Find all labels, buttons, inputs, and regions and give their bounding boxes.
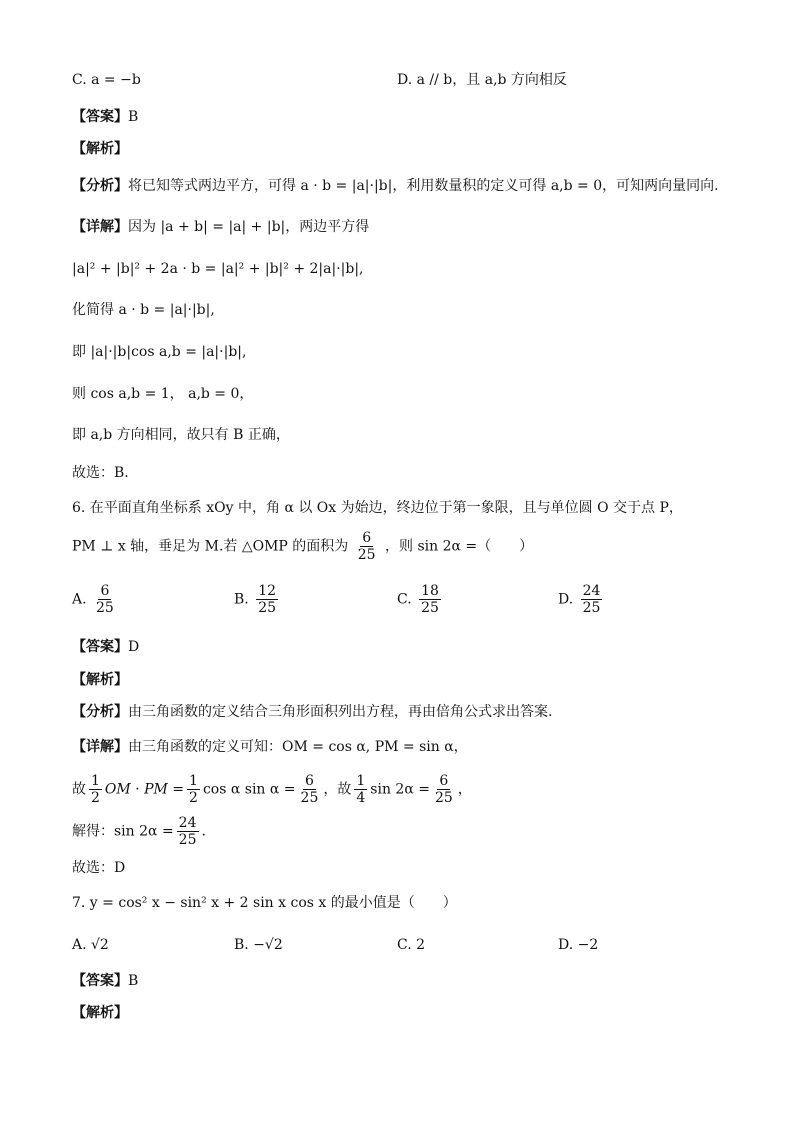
fraction-denominator: 25 [357,547,376,563]
q6-analysis-label: 【解析】 [72,672,128,688]
answer-value: D [128,639,140,655]
fraction-numerator: 6 [439,773,449,789]
option-label: A. [72,937,87,953]
q6-stem-fraction [356,530,378,563]
q6-choose: 故选：D [72,860,126,876]
gu-fraction-5 [433,773,455,806]
q6-answer [72,637,139,657]
q5-step-2: 化简得 a · b = |a|·|b|, [72,302,215,318]
fraction-numerator: 1 [189,773,198,789]
q6-option-d [558,583,605,616]
q5-analysis-label: 【解析】 [72,141,128,157]
fraction-denominator: 2 [189,790,198,806]
gu-mid-2: cos α sin α = [202,781,296,798]
fraction-numerator: 1 [91,773,100,789]
fenxi-text: 将已知等式两边平方，可得 a · b = |a|·|b|，利用数量积的定义可得 a,b = 0，可知两向量同向. [128,178,719,194]
q7-answer [72,971,138,991]
fraction-denominator: 25 [582,600,601,616]
gu-mid-4: sin 2α = [370,781,430,798]
answer-value: B [128,973,139,989]
gu-fraction-2 [187,773,200,806]
q6-stem-text-a: PM ⊥ x 轴，垂足为 M.若 △OMP 的面积为 [72,538,349,555]
option-fraction [419,583,441,616]
q5-choose: 故选：B. [72,465,129,481]
fraction-denominator: 25 [258,600,277,616]
q5-step-5: 即 a,b 方向相同，故只有 B 正确， [72,427,290,443]
q7-option-d [558,935,598,955]
fenxi-label: 【分析】 [72,178,128,194]
q6-fenxi [72,702,552,722]
fraction-numerator: 12 [258,583,277,599]
option-fraction [94,583,116,616]
q5-step-3: 即 |a|·|b|cos a,b = |a|·|b|, [72,344,247,360]
fraction-numerator: 18 [421,583,439,599]
xiangjie-label: 【详解】 [72,739,128,755]
q6-stem-line-1: 6. 在平面直角坐标系 xOy 中，角 α 以 Ox 为始边，终边位于第一象限，且与单位圆 O 交于点 P， [72,500,683,516]
q5-fenxi [72,176,719,196]
fraction-numerator: 24 [582,583,601,599]
fraction-denominator: 25 [300,790,319,806]
q7-option-c [397,935,425,955]
jiede-fraction [177,815,199,848]
xiangjie-text: 因为 |a + b| = |a| + |b|，两边平方得 [128,219,370,235]
option-fraction [256,583,278,616]
fraction-numerator: 6 [304,773,314,789]
answer-label: 【答案】 [72,973,128,989]
q6-stem-text-b: ，则 sin 2α =（ ） [385,538,534,555]
q6-gu-line [72,773,472,806]
gu-end: ， [457,781,472,798]
q6-option-c [397,583,444,616]
fenxi-label: 【分析】 [72,704,128,720]
jiede-prefix: 解得：sin 2α = [72,823,174,840]
q7-stem: 7. y = cos² x − sin² x + 2 sin x cos x 的最小值是（ ） [72,895,457,911]
gu-mid-3: ，故 [323,781,352,798]
gu-fraction-3 [299,773,321,806]
option-label: A. [72,591,87,608]
fenxi-text: 由三角函数的定义结合三角形面积列出方程，再由倍角公式求出答案. [128,704,553,720]
fraction-denominator: 25 [421,600,439,616]
q7-option-b [234,935,283,955]
option-label: D. [558,937,574,953]
option-value: −√2 [253,937,283,953]
fraction-denominator: 25 [434,790,453,806]
q5-option-d: D. a // b，且 a,b 方向相反 [397,72,567,88]
xiangjie-text: 由三角函数的定义可知：OM = cos α, PM = sin α， [128,739,468,755]
fraction-denominator: 4 [356,790,366,806]
option-value: −2 [577,937,599,953]
option-label: B. [234,591,249,608]
option-label: D. [558,591,574,608]
q6-option-b [234,583,281,616]
option-fraction [581,583,603,616]
option-value: 2 [416,937,426,953]
option-label: C. [397,937,412,953]
q5-answer [72,107,138,127]
fraction-denominator: 2 [91,790,100,806]
q5-xiangjie [72,217,369,237]
gu-mid-1: OM · PM = [104,781,185,798]
fraction-numerator: 1 [356,773,366,789]
q6-jiede-line [72,815,206,848]
answer-label: 【答案】 [72,109,128,125]
fraction-numerator: 6 [362,530,372,546]
q6-xiangjie [72,737,468,757]
fraction-denominator: 25 [96,600,114,616]
q7-analysis-label: 【解析】 [72,1005,128,1021]
fraction-numerator: 6 [100,583,110,599]
q6-stem-line-2 [72,530,533,563]
answer-value: B [128,109,139,125]
q5-step-4: 则 cos a,b = 1， a,b = 0， [72,386,254,402]
gu-fraction-1 [89,773,102,806]
xiangjie-label: 【详解】 [72,219,128,235]
option-label: C. [397,591,412,608]
gu-prefix: 故 [72,781,86,798]
option-label: B. [234,937,249,953]
gu-fraction-4 [354,773,367,806]
jiede-end: . [201,823,206,840]
q5-option-c: C. a = −b [72,72,141,88]
q5-step-1: |a|² + |b|² + 2a · b = |a|² + |b|² + 2|a|·|b|, [72,261,364,277]
fraction-denominator: 25 [178,832,197,848]
option-value: √2 [91,937,109,953]
q7-option-a [72,935,109,955]
answer-label: 【答案】 [72,639,128,655]
fraction-numerator: 24 [178,815,197,831]
q6-option-a [72,583,119,616]
